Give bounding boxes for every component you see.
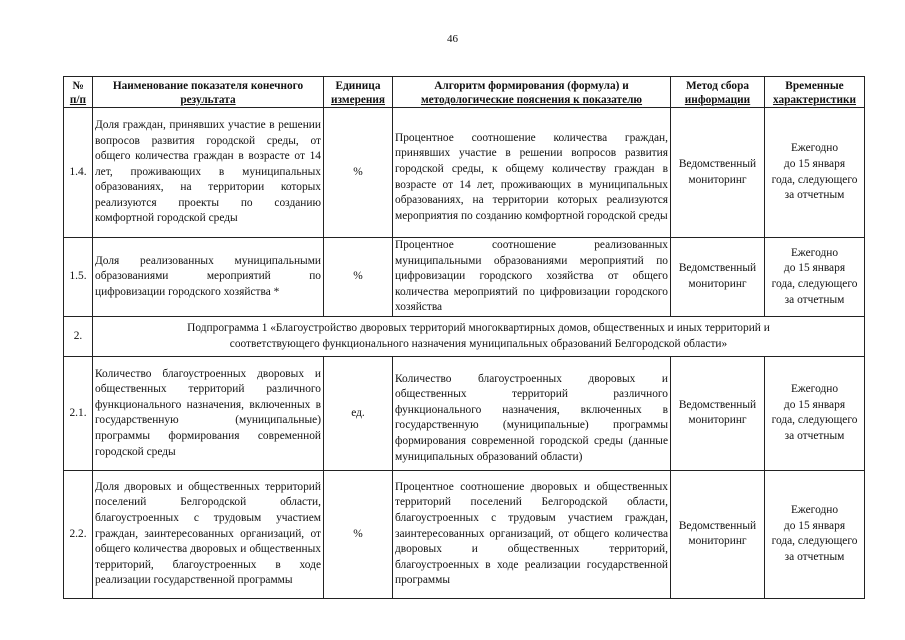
header-name: Наименование показателя конечного результата [93, 77, 324, 108]
unit-cell: % [324, 108, 393, 238]
table-row [64, 470, 865, 598]
table-row [64, 238, 865, 317]
algorithm-cell: Количество благоустроенных дворовых и общественных территорий различного функционального назначения, включенных в государственную (муниципальные) программы формирования современной городской среды (данные муниципальных образований области) [393, 356, 671, 470]
indicator-name: Количество благоустроенных дворовых и общественных территорий различного функционального назначения, включенных в государственную (муниципальные) программы формирования современной городской среды [93, 356, 324, 470]
timing-cell: Ежегодно до 15 января года, следующего за отчетным [765, 108, 865, 238]
header-timing: Временные характеристики [765, 77, 865, 108]
subprogram-title: Подпрограмма 1 «Благоустройство дворовых территорий многоквартирных домов, общественных и иных территорий и соответствующего функционального назначения муниципальных образований Белгородской области» [93, 316, 865, 356]
table-row [64, 108, 865, 238]
row-number: 1.5. [64, 238, 93, 317]
header-method: Метод сбора информации [671, 77, 765, 108]
indicator-name: Доля дворовых и общественных территорий поселений Белгородской области, благоустроенных с трудовым участием граждан, заинтересованных организаций, от общего количества дворовых и общественных территорий, благоустроенных в ходе реализации государственной программы [93, 470, 324, 598]
method-cell: Ведомственный мониторинг [671, 470, 765, 598]
page-number: 46 [447, 33, 458, 45]
indicator-name: Доля граждан, принявших участие в решении вопросов развития городской среды, от общего количества граждан в возрасте от 14 лет, проживающих в муниципальных образованиях, на территории которых реализуются проекты по созданию комфортной городской среды [93, 108, 324, 238]
timing-cell: Ежегодно до 15 января года, следующего за отчетным [765, 470, 865, 598]
algorithm-cell: Процентное соотношение количества граждан, принявших участие в решении вопросов развития городской среды, к общему количеству граждан в возрасте от 14 лет, проживающих в муниципальных образованиях, на территории которых реализуются мероприятия по созданию комфортной городской среды [393, 108, 671, 238]
row-number: 2.2. [64, 470, 93, 598]
row-number: 2. [64, 316, 93, 356]
algorithm-cell: Процентное соотношение дворовых и общественных территорий поселений Белгородской области, благоустроенных с трудовым участием граждан, заинтересованных организаций, от общего количества дворовых и общественных территорий, благоустроенных в ходе реализации государственной программы [393, 470, 671, 598]
method-cell: Ведомственный мониторинг [671, 108, 765, 238]
row-number: 1.4. [64, 108, 93, 238]
timing-cell: Ежегодно до 15 января года, следующего за отчетным [765, 356, 865, 470]
table-row [64, 356, 865, 470]
header-unit: Единица измерения [324, 77, 393, 108]
timing-cell: Ежегодно до 15 января года, следующего за отчетным [765, 238, 865, 317]
unit-cell: % [324, 238, 393, 317]
indicator-name: Доля реализованных муниципальными образованиями мероприятий по цифровизации городского хозяйства * [93, 238, 324, 317]
row-number: 2.1. [64, 356, 93, 470]
method-cell: Ведомственный мониторинг [671, 238, 765, 317]
unit-cell: % [324, 470, 393, 598]
header-algorithm: Алгоритм формирования (формула) и методологические пояснения к показателю [393, 77, 671, 108]
subprogram-row [64, 316, 865, 356]
indicators-table [63, 76, 865, 599]
method-cell: Ведомственный мониторинг [671, 356, 765, 470]
algorithm-cell: Процентное соотношение реализованных муниципальными образованиями мероприятий по цифровизации городского хозяйства от общего количества мероприятий по цифровизации городского хозяйства [393, 238, 671, 317]
header-row [64, 77, 865, 108]
unit-cell: ед. [324, 356, 393, 470]
header-num: № п/п [64, 77, 93, 108]
